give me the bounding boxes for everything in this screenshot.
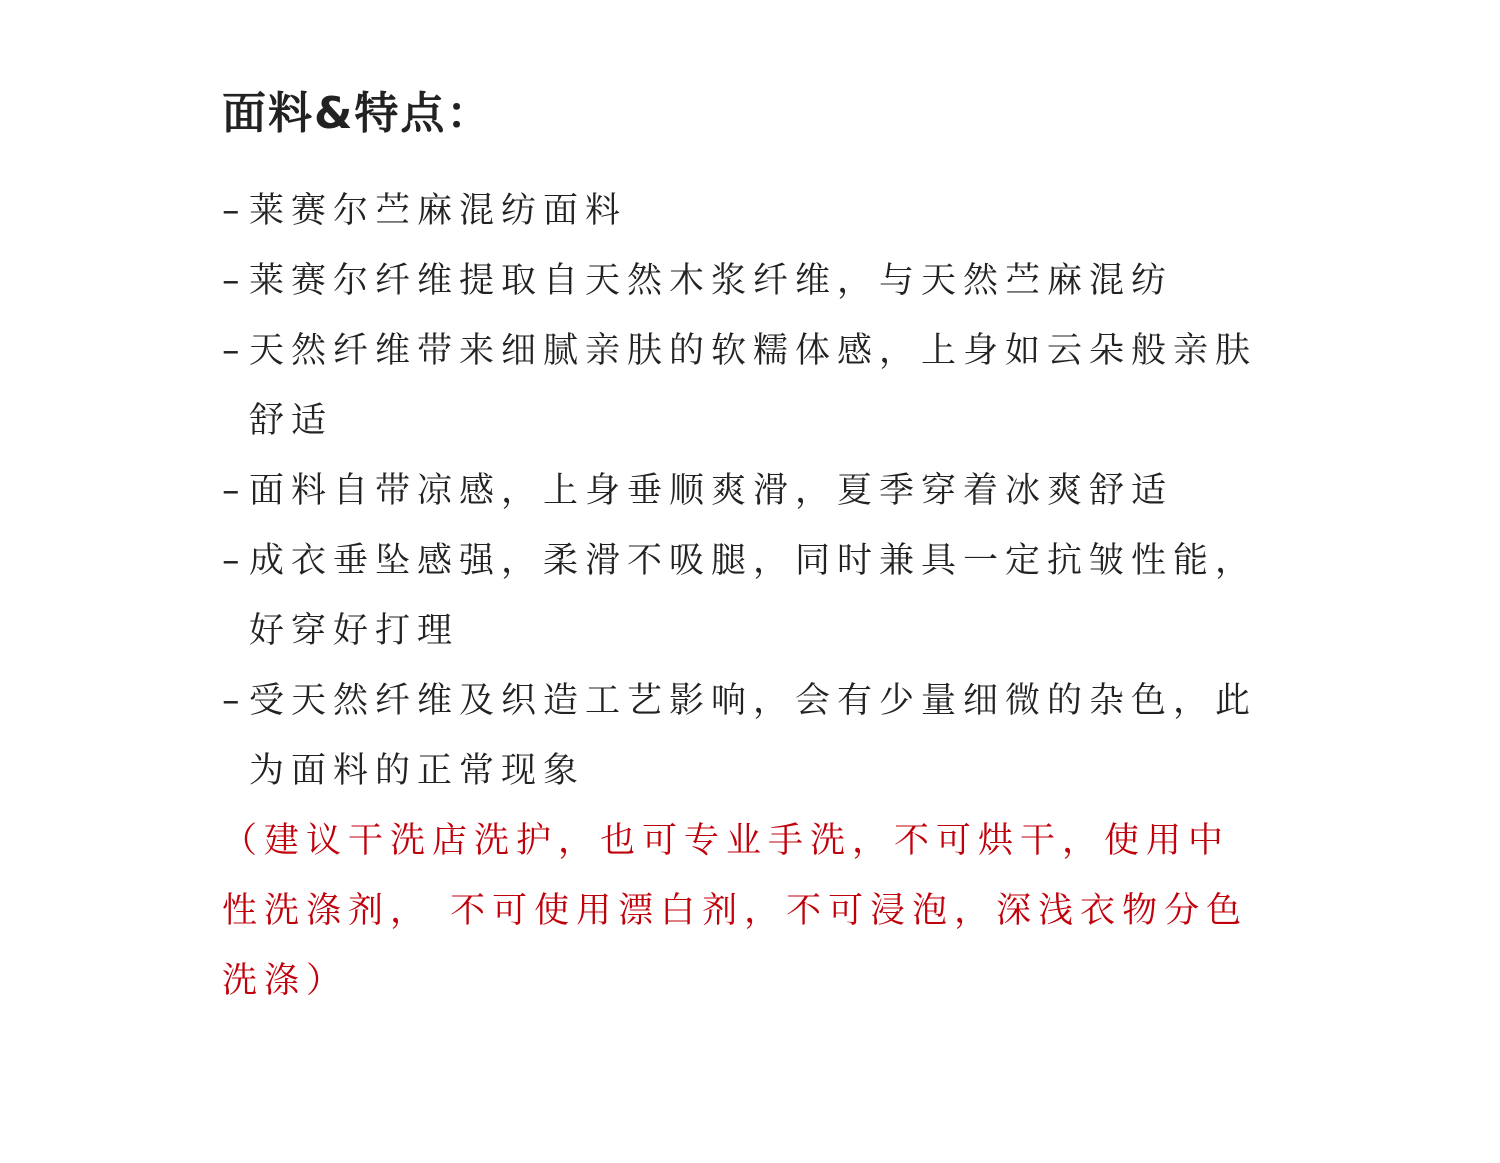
feature-item [222,246,1282,316]
feature-text: 天然纤维带来细腻亲肤的软糯体感，上身如云朵般亲肤舒适 [249,331,1258,441]
feature-text: 成衣垂坠感强，柔滑不吸腿，同时兼具一定抗皱性能，好穿好打理 [249,541,1258,651]
feature-list [222,176,1282,806]
bullet-dash: – [222,541,240,581]
bullet-dash: – [222,331,240,371]
feature-text: 面料自带凉感，上身垂顺爽滑，夏季穿着冰爽舒适 [249,471,1174,511]
feature-text: 受天然纤维及织造工艺影响，会有少量细微的杂色，此为面料的正常现象 [249,681,1258,791]
feature-text: 莱赛尔苎麻混纺面料 [249,191,628,231]
feature-item [222,456,1282,526]
feature-item [222,316,1282,456]
feature-item [222,176,1282,246]
section-title: 面料&特点： [222,88,493,139]
bullet-dash: – [222,681,240,721]
bullet-dash: – [222,191,240,231]
bullet-dash: – [222,261,240,301]
feature-item [222,526,1282,666]
feature-item [222,666,1282,806]
bullet-dash: – [222,471,240,511]
feature-text: 莱赛尔纤维提取自天然木浆纤维，与天然苎麻混纺 [249,261,1174,301]
care-instructions: （建议干洗店洗护，也可专业手洗，不可烘干，使用中性洗涤剂， 不可使用漂白剂，不可浸泡，深浅衣物分色洗涤） [222,821,1249,1001]
